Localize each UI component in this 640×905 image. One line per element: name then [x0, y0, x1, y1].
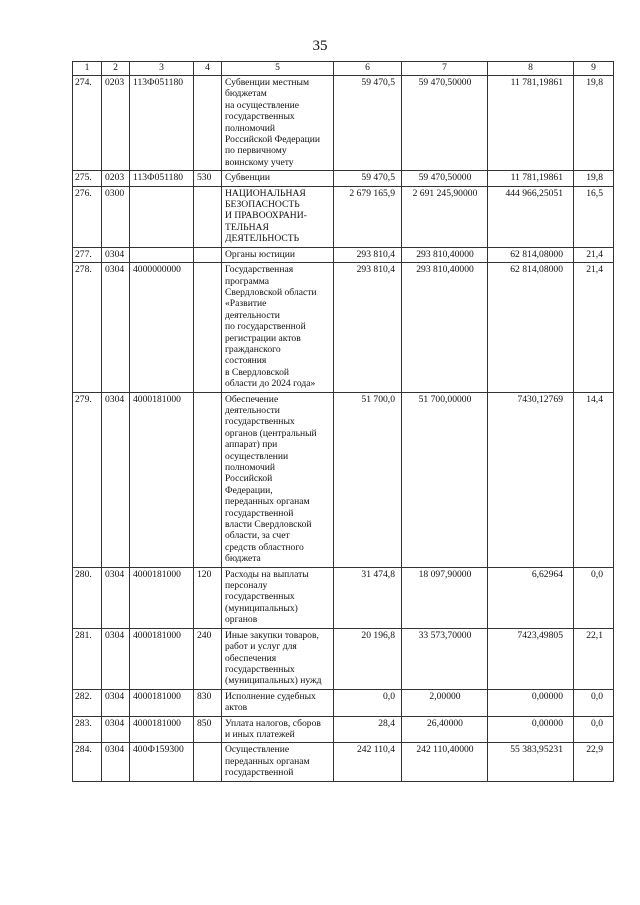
section-code: 0304 — [102, 716, 130, 743]
clarified-amount: 59 470,50000 — [402, 171, 488, 186]
planned-amount: 31 474,8 — [334, 567, 402, 628]
expense-type-code — [194, 263, 222, 392]
section-code: 0304 — [102, 628, 130, 689]
target-code — [130, 247, 194, 262]
target-code: 113Ф051180 — [130, 76, 194, 171]
expense-type-code: 120 — [194, 567, 222, 628]
section-code: 0203 — [102, 171, 130, 186]
execution-percent: 19,8 — [574, 171, 614, 186]
planned-amount: 242 110,4 — [334, 743, 402, 781]
clarified-amount: 2 691 245,90000 — [402, 186, 488, 247]
expense-type-code — [194, 743, 222, 781]
executed-amount: 444 966,25051 — [488, 186, 574, 247]
section-code: 0203 — [102, 76, 130, 171]
executed-amount: 6,62964 — [488, 567, 574, 628]
execution-percent: 14,4 — [574, 392, 614, 567]
table-row — [73, 263, 614, 392]
row-number: 275. — [73, 171, 102, 186]
execution-percent: 22,1 — [574, 628, 614, 689]
column-header: 2 — [102, 62, 130, 76]
item-name: Государственная программа Свердловской области «Развитие деятельности по государственной регистрации актов гражданского состояния в Свердловской области до 2024 года» — [222, 263, 334, 392]
execution-percent: 0,0 — [574, 567, 614, 628]
planned-amount: 28,4 — [334, 716, 402, 743]
section-code: 0304 — [102, 689, 130, 716]
execution-percent: 22,9 — [574, 743, 614, 781]
row-number: 280. — [73, 567, 102, 628]
planned-amount: 2 679 165,9 — [334, 186, 402, 247]
planned-amount: 293 810,4 — [334, 263, 402, 392]
expense-type-code: 830 — [194, 689, 222, 716]
column-header: 5 — [222, 62, 334, 76]
row-number: 279. — [73, 392, 102, 567]
row-number: 277. — [73, 247, 102, 262]
clarified-amount: 293 810,40000 — [402, 263, 488, 392]
clarified-amount: 26,40000 — [402, 716, 488, 743]
table-row — [73, 743, 614, 781]
executed-amount: 0,00000 — [488, 716, 574, 743]
row-number: 276. — [73, 186, 102, 247]
target-code: 400Ф159300 — [130, 743, 194, 781]
column-header: 7 — [402, 62, 488, 76]
table-row — [73, 247, 614, 262]
clarified-amount: 2,00000 — [402, 689, 488, 716]
execution-percent: 21,4 — [574, 263, 614, 392]
clarified-amount: 33 573,70000 — [402, 628, 488, 689]
executed-amount: 11 781,19861 — [488, 76, 574, 171]
clarified-amount: 51 700,00000 — [402, 392, 488, 567]
item-name: НАЦИОНАЛЬНАЯ БЕЗОПАСНОСТЬ И ПРАВООХРАНИ- ТЕЛЬНАЯ ДЕЯТЕЛЬНОСТЬ — [222, 186, 334, 247]
table-row — [73, 567, 614, 628]
row-number: 284. — [73, 743, 102, 781]
column-header: 4 — [194, 62, 222, 76]
planned-amount: 20 196,8 — [334, 628, 402, 689]
clarified-amount: 18 097,90000 — [402, 567, 488, 628]
item-name: Уплата налогов, сборов и иных платежей — [222, 716, 334, 743]
item-name: Иные закупки товаров, работ и услуг для обеспечения государственных (муниципальных) нужд — [222, 628, 334, 689]
executed-amount: 55 383,95231 — [488, 743, 574, 781]
table-row — [73, 628, 614, 689]
row-number: 278. — [73, 263, 102, 392]
table-row — [73, 392, 614, 567]
target-code: 4000000000 — [130, 263, 194, 392]
item-name: Органы юстиции — [222, 247, 334, 262]
target-code: 113Ф051180 — [130, 171, 194, 186]
planned-amount: 293 810,4 — [334, 247, 402, 262]
item-name: Обеспечение деятельности государственных органов (центральный аппарат) при осуществлении полномочий Российской Федерации, переданных органам государственной власти Свердловской области, за счет средств областного бюджета — [222, 392, 334, 567]
expense-type-code: 240 — [194, 628, 222, 689]
item-name: Исполнение судебных актов — [222, 689, 334, 716]
expense-type-code: 850 — [194, 716, 222, 743]
item-name: Субвенции местным бюджетам на осуществление государственных полномочий Российской Федерации по первичному воинскому учету — [222, 76, 334, 171]
row-number: 283. — [73, 716, 102, 743]
item-name: Расходы на выплаты персоналу государственных (муниципальных) органов — [222, 567, 334, 628]
execution-percent: 16,5 — [574, 186, 614, 247]
planned-amount: 59 470,5 — [334, 76, 402, 171]
executed-amount: 62 814,08000 — [488, 263, 574, 392]
table-row — [73, 716, 614, 743]
expense-type-code — [194, 392, 222, 567]
section-code: 0304 — [102, 392, 130, 567]
column-header: 8 — [488, 62, 574, 76]
column-header: 1 — [73, 62, 102, 76]
section-code: 0300 — [102, 186, 130, 247]
expense-type-code: 530 — [194, 171, 222, 186]
column-header: 9 — [574, 62, 614, 76]
column-header: 6 — [334, 62, 402, 76]
target-code: 4000181000 — [130, 716, 194, 743]
column-header: 3 — [130, 62, 194, 76]
clarified-amount: 293 810,40000 — [402, 247, 488, 262]
row-number: 274. — [73, 76, 102, 171]
target-code: 4000181000 — [130, 628, 194, 689]
item-name: Субвенции — [222, 171, 334, 186]
section-code: 0304 — [102, 743, 130, 781]
table-row — [73, 76, 614, 171]
execution-percent: 0,0 — [574, 689, 614, 716]
section-code: 0304 — [102, 567, 130, 628]
target-code — [130, 186, 194, 247]
planned-amount: 51 700,0 — [334, 392, 402, 567]
expense-type-code — [194, 186, 222, 247]
planned-amount: 59 470,5 — [334, 171, 402, 186]
row-number: 282. — [73, 689, 102, 716]
execution-percent: 19,8 — [574, 76, 614, 171]
target-code: 4000181000 — [130, 689, 194, 716]
table-row — [73, 186, 614, 247]
planned-amount: 0,0 — [334, 689, 402, 716]
section-code: 0304 — [102, 263, 130, 392]
execution-percent: 0,0 — [574, 716, 614, 743]
executed-amount: 11 781,19861 — [488, 171, 574, 186]
execution-percent: 21,4 — [574, 247, 614, 262]
section-code: 0304 — [102, 247, 130, 262]
executed-amount: 0,00000 — [488, 689, 574, 716]
budget-table — [72, 61, 614, 782]
target-code: 4000181000 — [130, 392, 194, 567]
executed-amount: 7430,12769 — [488, 392, 574, 567]
expense-type-code — [194, 76, 222, 171]
executed-amount: 62 814,08000 — [488, 247, 574, 262]
target-code: 4000181000 — [130, 567, 194, 628]
table-row — [73, 171, 614, 186]
clarified-amount: 242 110,40000 — [402, 743, 488, 781]
item-name: Осуществление переданных органам государственной — [222, 743, 334, 781]
expense-type-code — [194, 247, 222, 262]
executed-amount: 7423,49805 — [488, 628, 574, 689]
table-row — [73, 689, 614, 716]
header-row — [73, 62, 614, 76]
row-number: 281. — [73, 628, 102, 689]
page-number: 35 — [312, 38, 328, 54]
clarified-amount: 59 470,50000 — [402, 76, 488, 171]
